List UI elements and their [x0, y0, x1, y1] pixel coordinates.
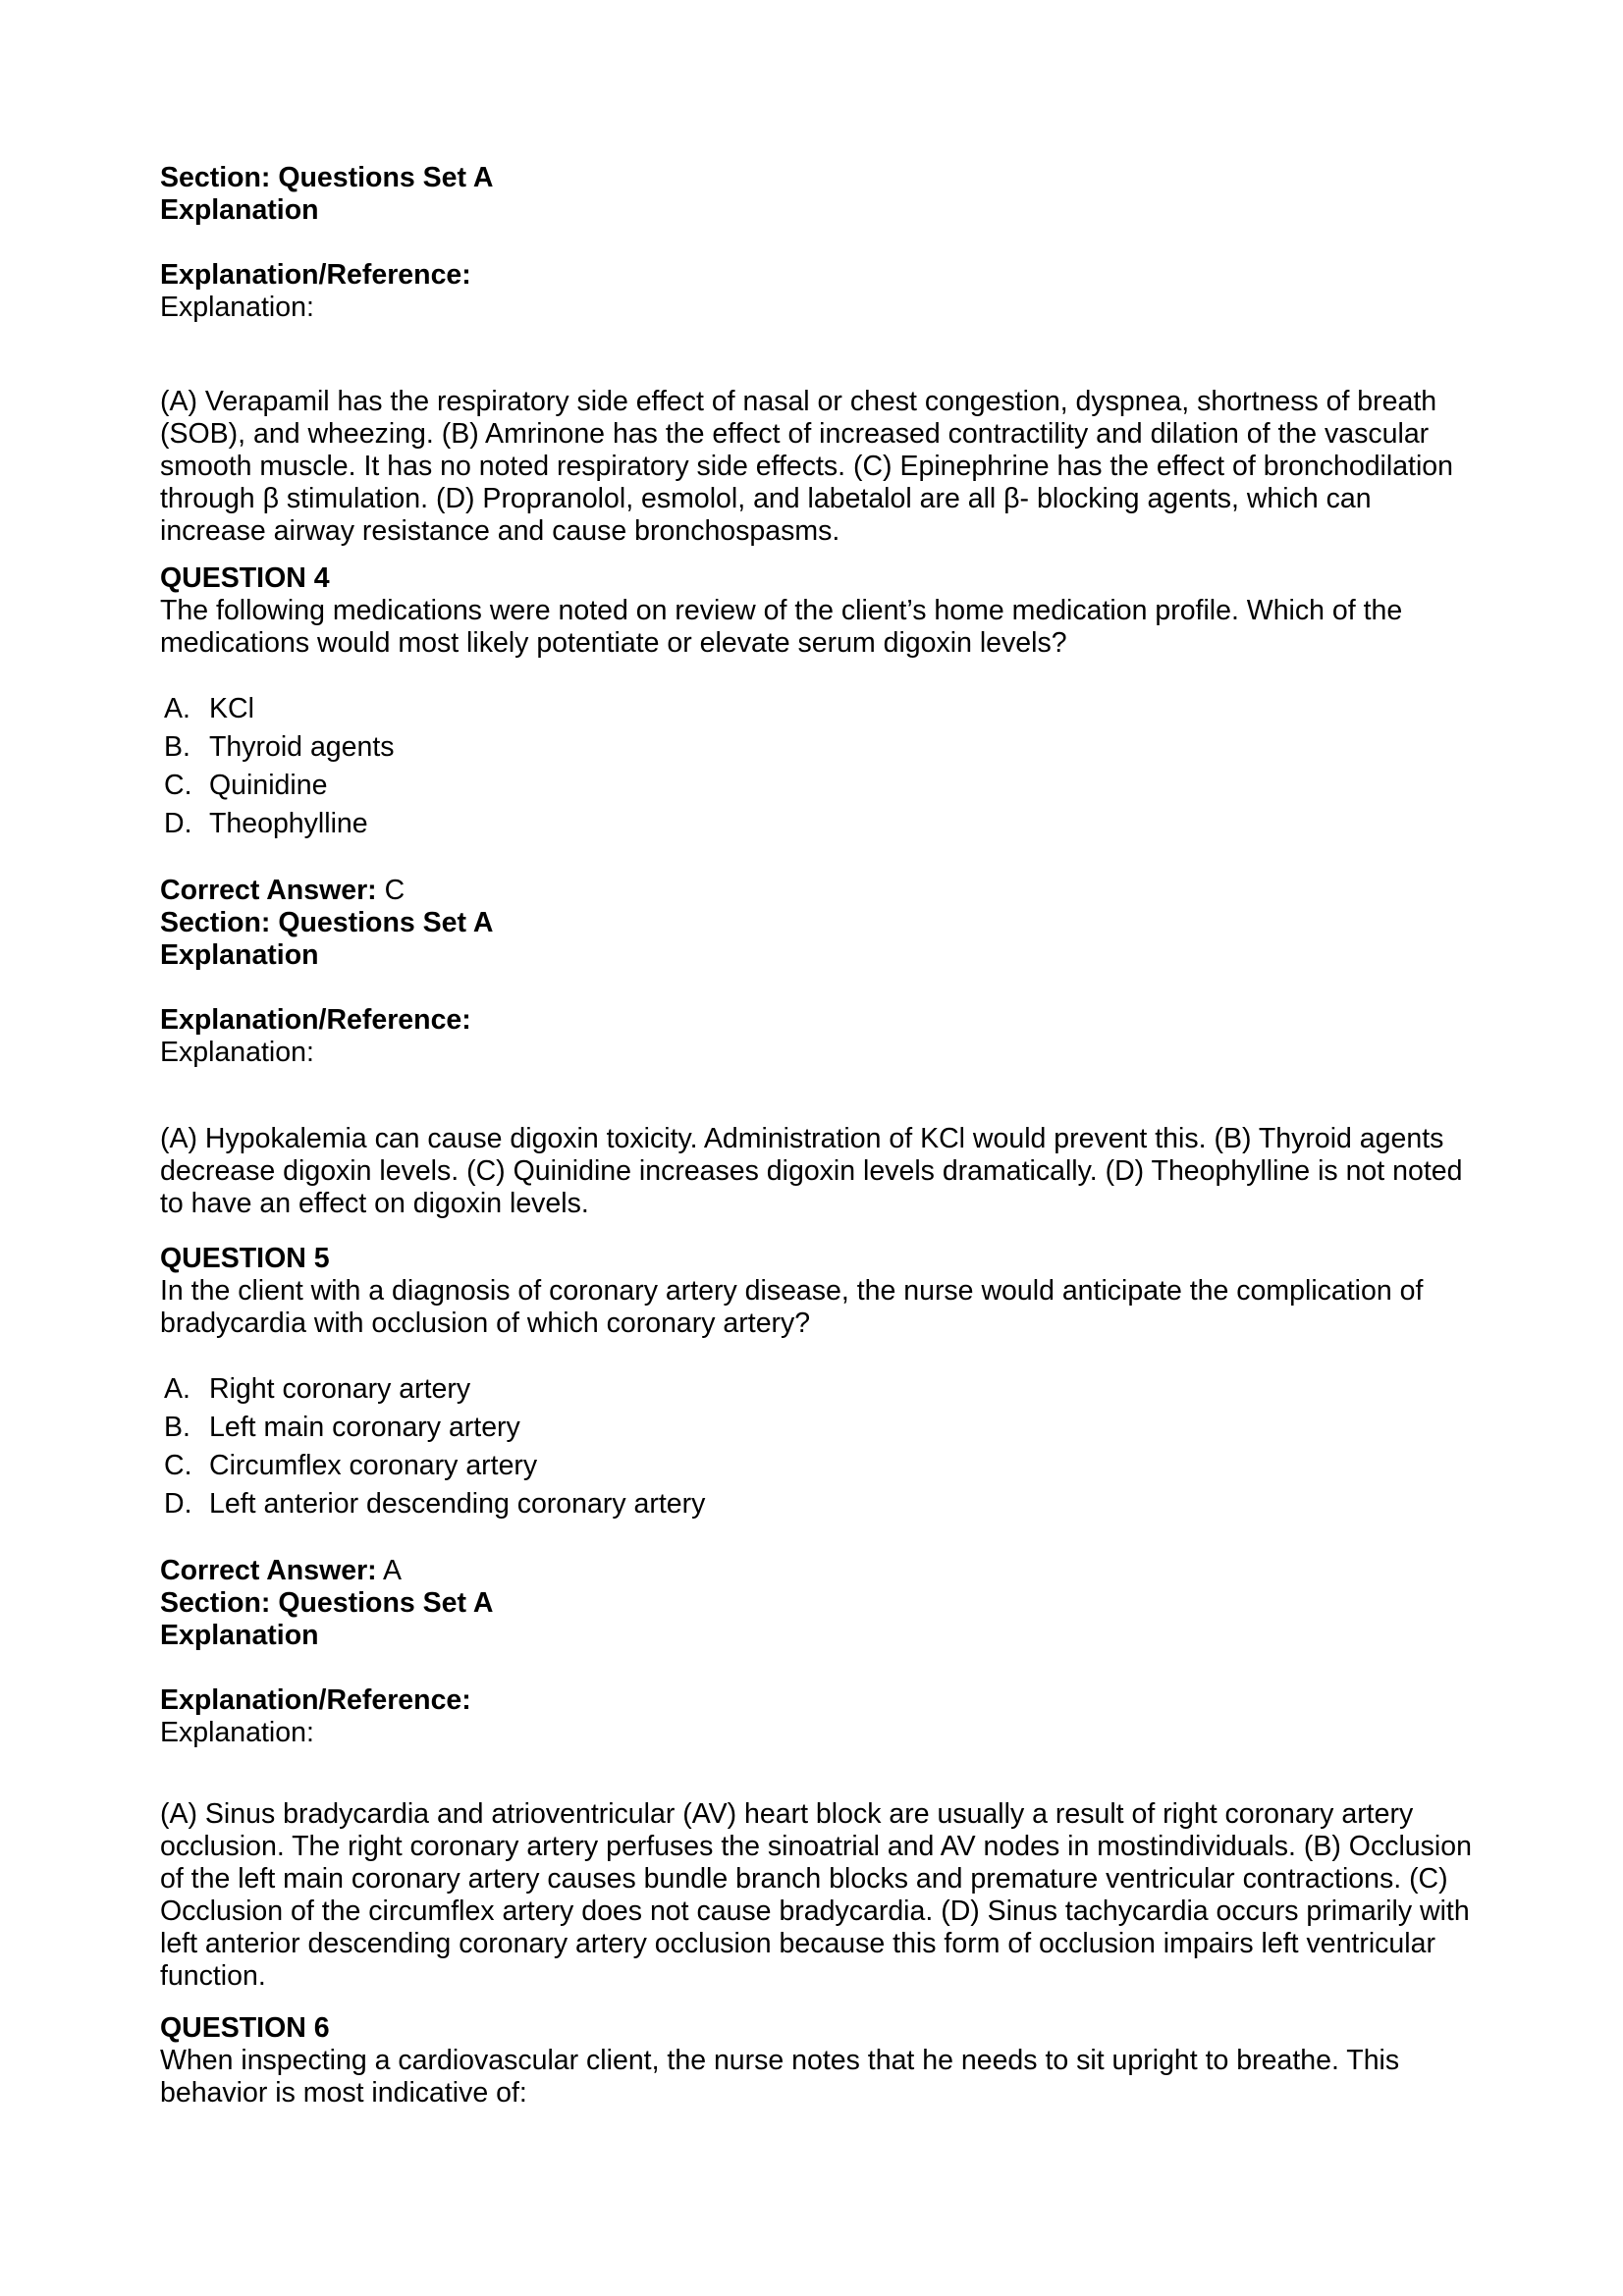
question-4-text: The following medications were noted on review of the client’s home medication profile. Which of the medications would most likely potentiate or elevate serum digoxin levels? — [160, 595, 1403, 659]
option-row — [160, 770, 1484, 802]
option-letter: B. — [164, 731, 190, 763]
explanation-reference-heading: Explanation/Reference: — [160, 1004, 471, 1036]
option-text: Quinidine — [209, 770, 328, 801]
correct-answer-line — [160, 875, 1484, 907]
question-5-explanation-paragraph: (A) Sinus bradycardia and atrioventricular (AV) heart block are usually a result of right coronary artery occlusion. The right coronary artery perfuses the sinoatrial and AV nodes in mostindividuals. (B) Occlusion of the left main coronary artery causes bundle branch blocks and premature ventricular contractions. (C) Occlusion of the circumflex artery does not cause bradycardia. (D) Sinus tachycardia occurs primarily with left anterior descending coronary artery occlusion because this form of occlusion impairs left ventricular function. — [160, 1798, 1472, 1992]
option-letter: A. — [164, 693, 190, 724]
option-row — [160, 1373, 1484, 1406]
option-letter: A. — [164, 1373, 190, 1405]
question-6-text: When inspecting a cardiovascular client, the nurse notes that he needs to sit upright to breathe. This behavior is most indicative of: — [160, 2045, 1400, 2109]
correct-answer-value: A — [383, 1555, 403, 1586]
explanation-reference-heading: Explanation/Reference: — [160, 259, 471, 291]
option-text: Thyroid agents — [209, 731, 395, 763]
correct-answer-label: Correct Answer: — [160, 1555, 377, 1586]
option-row — [160, 808, 1484, 840]
question-6-heading: QUESTION 6 — [160, 2012, 330, 2044]
option-letter: C. — [164, 770, 192, 801]
option-text: Left main coronary artery — [209, 1412, 520, 1443]
correct-answer-line — [160, 1555, 1484, 1587]
section-line: Section: Questions Set A — [160, 907, 494, 938]
question-4-answer-block — [160, 875, 1484, 972]
option-text: Right coronary artery — [209, 1373, 471, 1405]
option-text: Theophylline — [209, 808, 368, 839]
option-row — [160, 1488, 1484, 1521]
option-letter: D. — [164, 808, 192, 839]
section-line: Section: Questions Set A — [160, 1587, 494, 1619]
correct-answer-label: Correct Answer: — [160, 875, 377, 906]
option-text: Left anterior descending coronary artery — [209, 1488, 706, 1520]
option-row — [160, 731, 1484, 764]
explanation-label: Explanation: — [160, 292, 314, 323]
question-4-options — [160, 693, 1484, 840]
document-content — [160, 162, 1484, 2109]
explanation-label: Explanation: — [160, 1717, 314, 1748]
explanation-paragraph: (A) Verapamil has the respiratory side effect of nasal or chest congestion, dyspnea, shortness of breath (SOB), and wheezing. (B) Amrinone has the effect of increased contractility and dilation of the vascular smooth muscle. It has no noted respiratory side effects. (C) Epinephrine has the effect of bronchodilation through β stimulation. (D) Propranolol, esmolol, and labetalol are all β- blocking agents, which can increase airway resistance and cause bronchospasms. — [160, 386, 1454, 547]
question-4-explanation-paragraph: (A) Hypokalemia can cause digoxin toxicity. Administration of KCl would prevent this. (B) Thyroid agents decrease digoxin levels. (C) Quinidine increases digoxin levels dramatically. (D) Theophylline is not noted to have an effect on digoxin levels. — [160, 1123, 1463, 1219]
explanation-reference-heading: Explanation/Reference: — [160, 1684, 471, 1716]
option-row — [160, 1412, 1484, 1444]
option-row — [160, 1450, 1484, 1482]
section-line: Section: Questions Set A — [160, 162, 494, 193]
question-4-heading: QUESTION 4 — [160, 562, 330, 594]
explanation-line: Explanation — [160, 1620, 319, 1651]
explanation-line: Explanation — [160, 194, 319, 226]
question-5-answer-block — [160, 1555, 1484, 1652]
option-letter: B. — [164, 1412, 190, 1443]
question-5-text: In the client with a diagnosis of coronary artery disease, the nurse would anticipate the complication of bradycardia with occlusion of which coronary artery? — [160, 1275, 1424, 1339]
question-5-heading: QUESTION 5 — [160, 1243, 330, 1274]
option-letter: C. — [164, 1450, 192, 1481]
explanation-label: Explanation: — [160, 1037, 314, 1068]
explanation-line: Explanation — [160, 939, 319, 971]
option-row — [160, 693, 1484, 725]
option-text: KCl — [209, 693, 254, 724]
question-5-options — [160, 1373, 1484, 1521]
option-text: Circumflex coronary artery — [209, 1450, 538, 1481]
option-letter: D. — [164, 1488, 192, 1520]
correct-answer-value: C — [384, 875, 406, 906]
